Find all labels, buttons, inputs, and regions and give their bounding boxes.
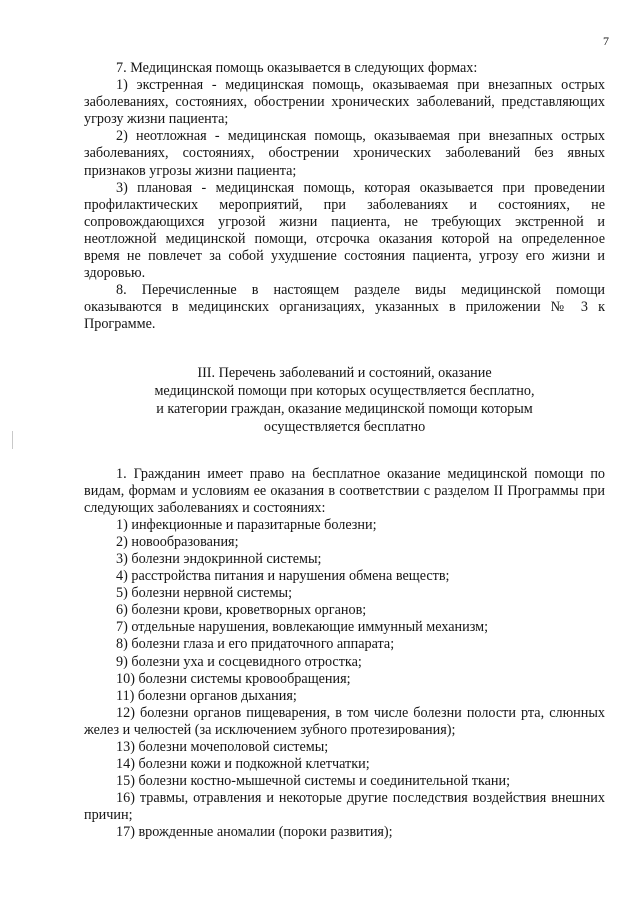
list-item: 8) болезни глаза и его придаточного аппарата; (116, 636, 395, 653)
page-number: 7 (603, 34, 609, 48)
paragraph-care-forms: 7. Медицинская помощь оказывается в следующих формах: (116, 60, 478, 76)
list-item: 10) болезни системы кровообращения; (116, 670, 351, 687)
list-item: 12) болезни органов пищеварения, в том числе болезни полости рта, слюнных желез и челюстей (за исключением зубного протезирования); (84, 704, 605, 738)
list-item: 11) болезни органов дыхания; (116, 687, 297, 704)
document-body (84, 60, 605, 842)
disease-list (84, 517, 605, 842)
list-item: 17) врожденные аномалии (пороки развития); (116, 824, 393, 841)
paragraph-emergency-care: 1) экстренная - медицинская помощь, оказываемая при внезапных острых заболеваниях, состояниях, обострении хронических заболеваний, представляющих угрозу жизни пациента; (84, 77, 605, 128)
list-item: 4) расстройства питания и нарушения обмена веществ; (116, 568, 450, 585)
heading-line: и категории граждан, оказание медицинской помощи которым (156, 400, 533, 417)
section-iii-heading (84, 364, 605, 436)
list-item: 6) болезни крови, кроветворных органов; (116, 602, 367, 619)
list-item: 14) болезни кожи и подкожной клетчатки; (116, 756, 370, 773)
paragraph-urgent-care: 2) неотложная - медицинская помощь, оказываемая при внезапных острых заболеваниях, состояниях, обострении хронических заболеваний без явных признаков угрозы жизни пациента; (84, 128, 605, 179)
heading-line: осуществляется бесплатно (263, 418, 426, 435)
list-item: 2) новообразования; (116, 533, 239, 550)
heading-line: III. Перечень заболеваний и состояний, оказание (197, 364, 492, 381)
list-item: 15) болезни костно-мышечной системы и соединительной ткани; (116, 773, 511, 790)
heading-line: медицинской помощи при которых осуществляется бесплатно, (154, 382, 535, 399)
list-item: 9) болезни уха и сосцевидного отростка; (116, 653, 362, 670)
list-item: 16) травмы, отравления и некоторые другие последствия воздействия внешних причин; (84, 790, 605, 824)
list-item: 3) болезни эндокринной системы; (116, 550, 322, 567)
list-item: 1) инфекционные и паразитарные болезни; (116, 516, 377, 533)
scan-margin-mark (12, 431, 13, 449)
section-ii-end (84, 60, 605, 334)
paragraph-organizations: 8. Перечисленные в настоящем разделе виды медицинской помощи оказываются в медицинских организациях, указанных в приложении № 3 к Программе. (84, 282, 605, 333)
paragraph-planned-care: 3) плановая - медицинская помощь, которая оказывается при проведении профилактических мероприятий, при заболеваниях и состояниях, не сопровождающихся угрозой жизни пациента, не требующих экстренной и неотложной медицинской помощи, отсрочка оказания которой на определенное время не повлечет за собой ухудшение состояния пациента, угрозу его жизни и здоровью. (84, 179, 605, 282)
list-item: 5) болезни нервной системы; (116, 585, 293, 602)
list-item: 13) болезни мочеполовой системы; (116, 739, 329, 755)
section-iii-intro: 1. Гражданин имеет право на бесплатное оказание медицинской помощи по видам, формам и условиям ее оказания в соответствии с разделом II Программы при следующих заболеваниях и состояниях: (84, 465, 605, 516)
list-item: 7) отдельные нарушения, вовлекающие иммунный механизм; (116, 619, 489, 636)
